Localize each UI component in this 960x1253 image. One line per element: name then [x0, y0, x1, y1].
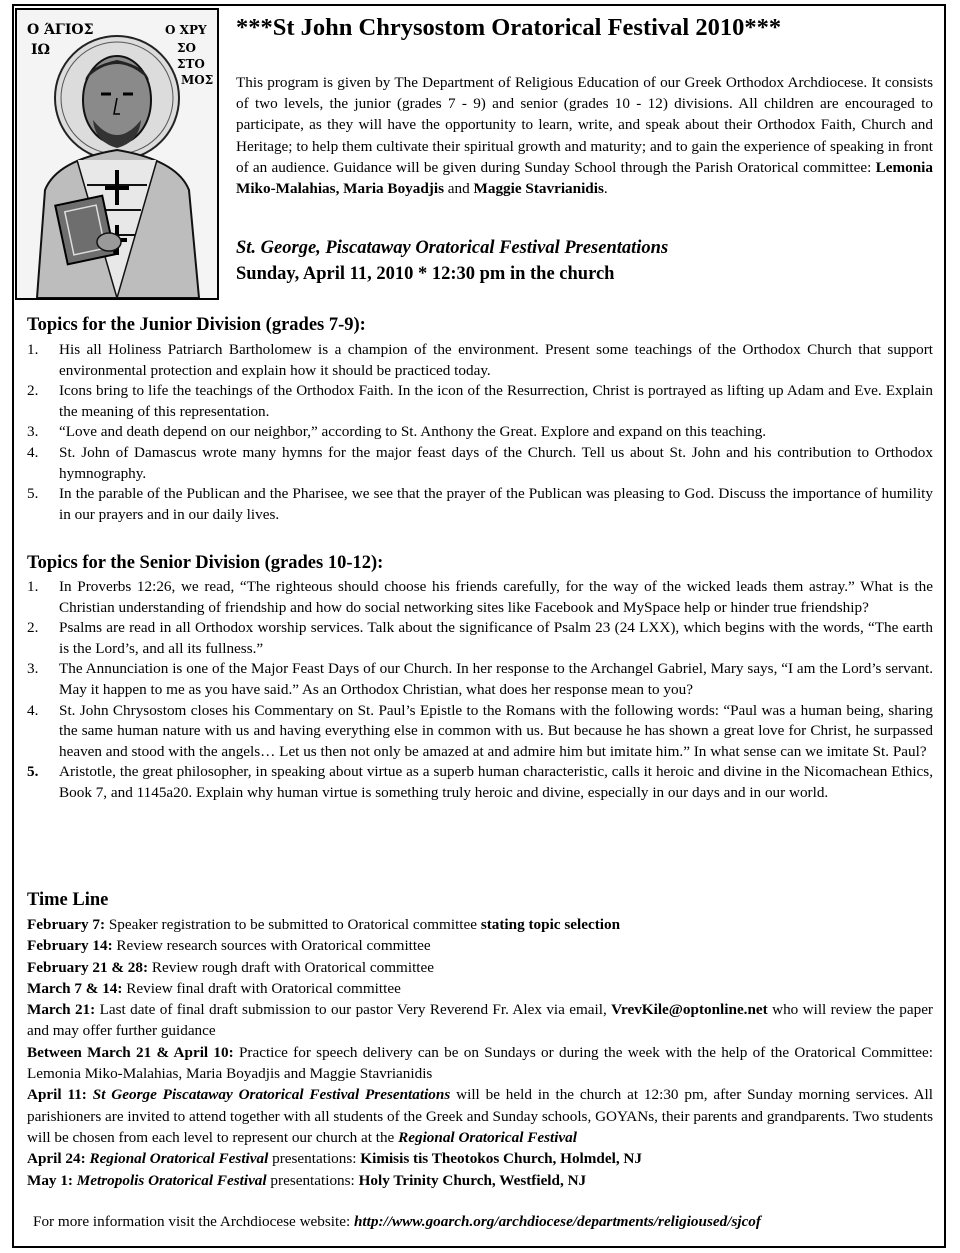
icon-caption-right: Ο ΧΡΥ [165, 23, 207, 37]
timeline-entry: February 21 & 28: Review rough draft with Oratorical committee [27, 958, 434, 976]
page-title: ***St John Chrysostom Oratorical Festival 2010*** [236, 14, 782, 41]
senior-topic-4: 4. St. John Chrysostom closes his Commentary on St. Paul’s Epistle to the Romans with the following words: “Paul was a human being, sharing the same human nature with us and having everything else in common with us. But because he has shown a great love for Christ, he surpassed heaven and stood with the angels… Let us then not only be amazed at and admire him but imitate him.” In what sense can we imitate St. Paul? [27, 701, 933, 760]
icon-caption-left: Ο ΆΓΙΟΣ [27, 22, 94, 38]
senior-topic-5: 5. Aristotle, the great philosopher, in speaking about virtue as a superb human characteristic, calls it heroic and divine in the Nicomachean Ethics, Book 7, and 1145a20. Explain why human virtue is something truly heroic and divine, especially in our days and in our world. [27, 763, 933, 801]
committee-members: Lemonia Miko-Malahias, Maria Boyadjis [236, 158, 933, 198]
pastor-email-link[interactable]: VrevKile@optonline.net [611, 1001, 768, 1019]
junior-heading: Topics for the Junior Division (grades 7-9): [27, 315, 366, 335]
timeline-entry: February 14: Review research sources with Oratorical committee [27, 937, 431, 955]
intro-paragraph: This program is given by The Department of Religious Education of our Greek Orthodox Archdiocese. It consists of two levels, the junior (grades 7 - 9) and senior (grades 10 - 12) divisions. All children are encouraged to participate, as they will have the opportunity to learn, write, and speak about their Orthodox Faith, Church and Heritage; to help them cultivate their spiritual growth and maturity; and to gain the experience of speaking in front of an audience. Guidance will be given during Sunday School through the Parish Oratorical committee: Lemonia Miko-Malahias, Maria Boyadjis and Maggie Stavrianidis. [236, 74, 933, 198]
timeline-entry: March 7 & 14: Review final draft with Oratorical committee [27, 979, 401, 997]
timeline-list [27, 914, 933, 1191]
junior-topic-1: 1. His all Holiness Patriarch Bartholomew is a champion of the environment. Present some teachings of the Orthodox Church that support environmental protection and explain how it should be practiced today. [27, 341, 933, 379]
footer-info: For more information visit the Archdiocese website: http://www.goarch.org/archdiocese/departments/religioused/sjcof [33, 1213, 761, 1230]
senior-topic-2: 2. Psalms are read in all Orthodox worship services. Talk about the significance of Psalm 23 (24 LXX), which begins with the words, “The earth is the Lord’s, and all its fullness.” [27, 619, 933, 657]
junior-topic-3: 3. “Love and death depend on our neighbor,” according to St. Anthony the Great. Explore and expand on this teaching. [27, 423, 767, 441]
senior-heading: Topics for the Senior Division (grades 10-12): [27, 553, 384, 573]
saint-icon-image [15, 8, 219, 300]
junior-topic-5: 5. In the parable of the Publican and the Pharisee, we see that the prayer of the Publican was pleasing to God. Discuss the importance of humility in our prayers and in our daily lives. [27, 485, 933, 523]
committee-last-member: Maggie Stavrianidis [473, 180, 604, 198]
senior-topics-list [27, 577, 933, 804]
timeline-entry: March 21: Last date of final draft submission to our pastor Very Reverend Fr. Alex via email, VrevKile@optonline.net who will review the paper and may offer further guidance [27, 1001, 933, 1040]
senior-topic-1: 1. In Proverbs 12:26, we read, “The righteous should choose his friends carefully, for the way of the wicked leads them astray.” What is the Christian understanding of friendship and how do social networking sites like Facebook and MySpace help or hinder true friendship? [27, 578, 933, 616]
timeline-entry: April 24: Regional Oratorical Festival presentations: Kimisis tis Theotokos Church, Holmdel, NJ [27, 1150, 642, 1168]
intro-text: This program is given by The Department of Religious Education of our Greek Orthodox Archdiocese. It consists of two levels, the junior (grades 7 - 9) and senior (grades 10 - 12) divisions. All children are encouraged to participate, as they will have the opportunity to learn, write, and speak about their Orthodox Faith, Church and Heritage; to help them cultivate their spiritual growth and maturity; and to gain the experience of speaking in front of an audience. Guidance will be given during Sunday School through the Parish Oratorical committee: [236, 74, 933, 176]
timeline-entry: Between March 21 & April 10: Practice for speech delivery can be on Sundays or during the week with the help of the Oratorical Committee: Lemonia Miko-Malahias, Maria Boyadjis and Maggie Stavrianidis [27, 1043, 933, 1083]
svg-text:ΣΟ: ΣΟ [177, 41, 196, 55]
timeline-entry: February 7: Speaker registration to be submitted to Oratorical committee stating topic selection [27, 916, 621, 933]
senior-topic-3: 3. The Annunciation is one of the Major Feast Days of our Church. In her response to the Archangel Gabriel, Mary says, “I am the Lord’s servant. May it happen to me as you have said.” As an Orthodox Christian, what does her response mean to you? [27, 660, 933, 698]
timeline-entry: April 11: St George Piscataway Oratorical Festival Presentations will be held in the church at 12:30 pm, after Sunday morning services. All parishioners are invited to attend together with all students of the Greek and Sunday schools, GOYANs, their parents and grandparents. Two students will be chosen from each level to represent our church at the Regional Oratorical Festival [27, 1086, 933, 1146]
junior-topic-4: 4. St. John of Damascus wrote many hymns for the major feast days of the Church. Tell us about St. John and his contribution to Orthodox hymnography. [27, 443, 933, 482]
junior-topic-2: 2. Icons bring to life the teachings of the Orthodox Faith. In the icon of the Resurrection, Christ is portrayed as lifting up Adam and Eve. Explain the meaning of this representation. [27, 382, 933, 420]
timeline-heading: Time Line [27, 890, 109, 910]
svg-text:ΜΟΣ: ΜΟΣ [181, 73, 214, 87]
timeline-entry: May 1: Metropolis Oratorical Festival presentations: Holy Trinity Church, Westfield, NJ [27, 1171, 587, 1189]
svg-text:ΙΩ: ΙΩ [31, 42, 51, 58]
svg-text:ΣΤΟ: ΣΤΟ [177, 57, 205, 71]
presentations-date: Sunday, April 11, 2010 * 12:30 pm in the church [236, 264, 615, 284]
presentations-title: St. George, Piscataway Oratorical Festival Presentations [236, 238, 669, 258]
junior-topics-list [27, 340, 933, 525]
archdiocese-website-link[interactable]: http://www.goarch.org/archdiocese/departments/religioused/sjcof [353, 1213, 761, 1230]
